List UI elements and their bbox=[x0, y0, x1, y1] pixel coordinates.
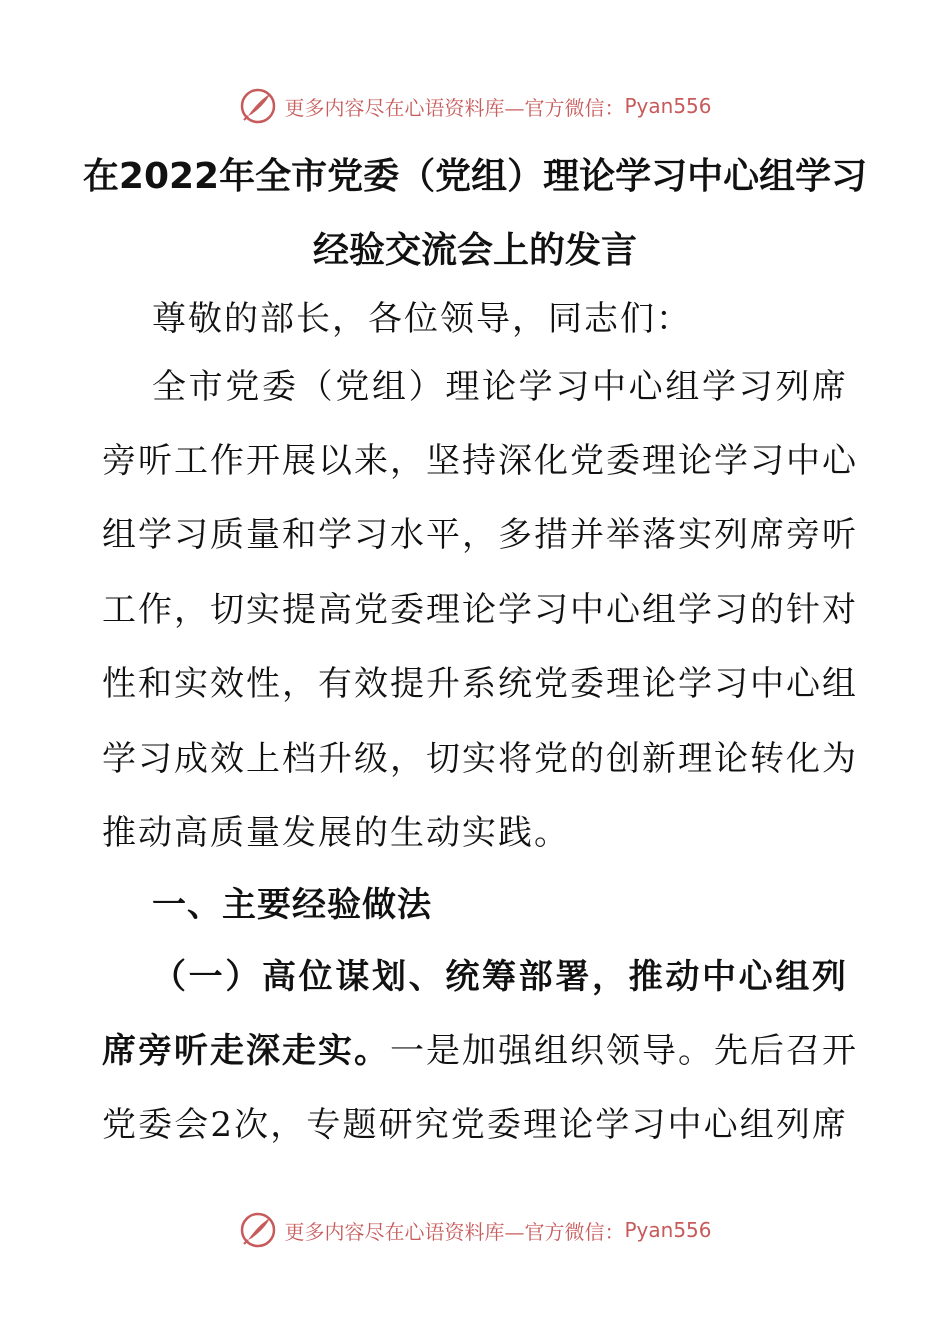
intro-line-6: 学习成效上档升级，切实将党的创新理论转化为 bbox=[102, 739, 858, 779]
watermark-wechat-id: Pyan556 bbox=[624, 94, 712, 118]
subsection-line-2 bbox=[102, 1028, 858, 1074]
intro-line-4: 工作，切实提高党委理论学习中心组学习的针对 bbox=[102, 590, 858, 630]
intro-line-3: 组学习质量和学习水平，多措并举落实列席旁听 bbox=[102, 515, 858, 555]
watermark-banner-top bbox=[0, 84, 950, 128]
intro-line-5: 性和实效性，有效提升系统党委理论学习中心组 bbox=[102, 664, 858, 704]
intro-line-1: 全市党委（党组）理论学习中心组学习列席 bbox=[152, 367, 848, 407]
subsection-text: 一是加强组织领导。先后召开 bbox=[390, 1031, 858, 1071]
document-title-line-1: 在2022年全市党委（党组）理论学习中心组学习 bbox=[82, 156, 868, 197]
salutation: 尊敬的部长，各位领导，同志们： bbox=[152, 299, 692, 339]
document-title-line-2: 经验交流会上的发言 bbox=[312, 230, 637, 271]
intro-line-7: 推动高质量发展的生动实践。 bbox=[102, 813, 570, 853]
subsection-heading-line-2: 席旁听走深走实。 bbox=[102, 1031, 390, 1071]
watermark-wechat-id: Pyan556 bbox=[624, 1218, 712, 1242]
watermark-text: 更多内容尽在心语资料库—官方微信： bbox=[284, 1219, 625, 1244]
watermark-banner-bottom bbox=[0, 1208, 950, 1252]
intro-line-2: 旁听工作开展以来，坚持深化党委理论学习中心 bbox=[102, 441, 858, 481]
quill-logo-icon bbox=[238, 86, 278, 126]
section-heading-1: 一、主要经验做法 bbox=[152, 885, 432, 925]
watermark-text: 更多内容尽在心语资料库—官方微信： bbox=[284, 95, 625, 120]
quill-logo-icon bbox=[238, 1210, 278, 1250]
subsection-line-3: 党委会2次，专题研究党委理论学习中心组列席 bbox=[102, 1105, 848, 1145]
subsection-heading-line-1: （一）高位谋划、统筹部署，推动中心组列 bbox=[152, 957, 848, 997]
